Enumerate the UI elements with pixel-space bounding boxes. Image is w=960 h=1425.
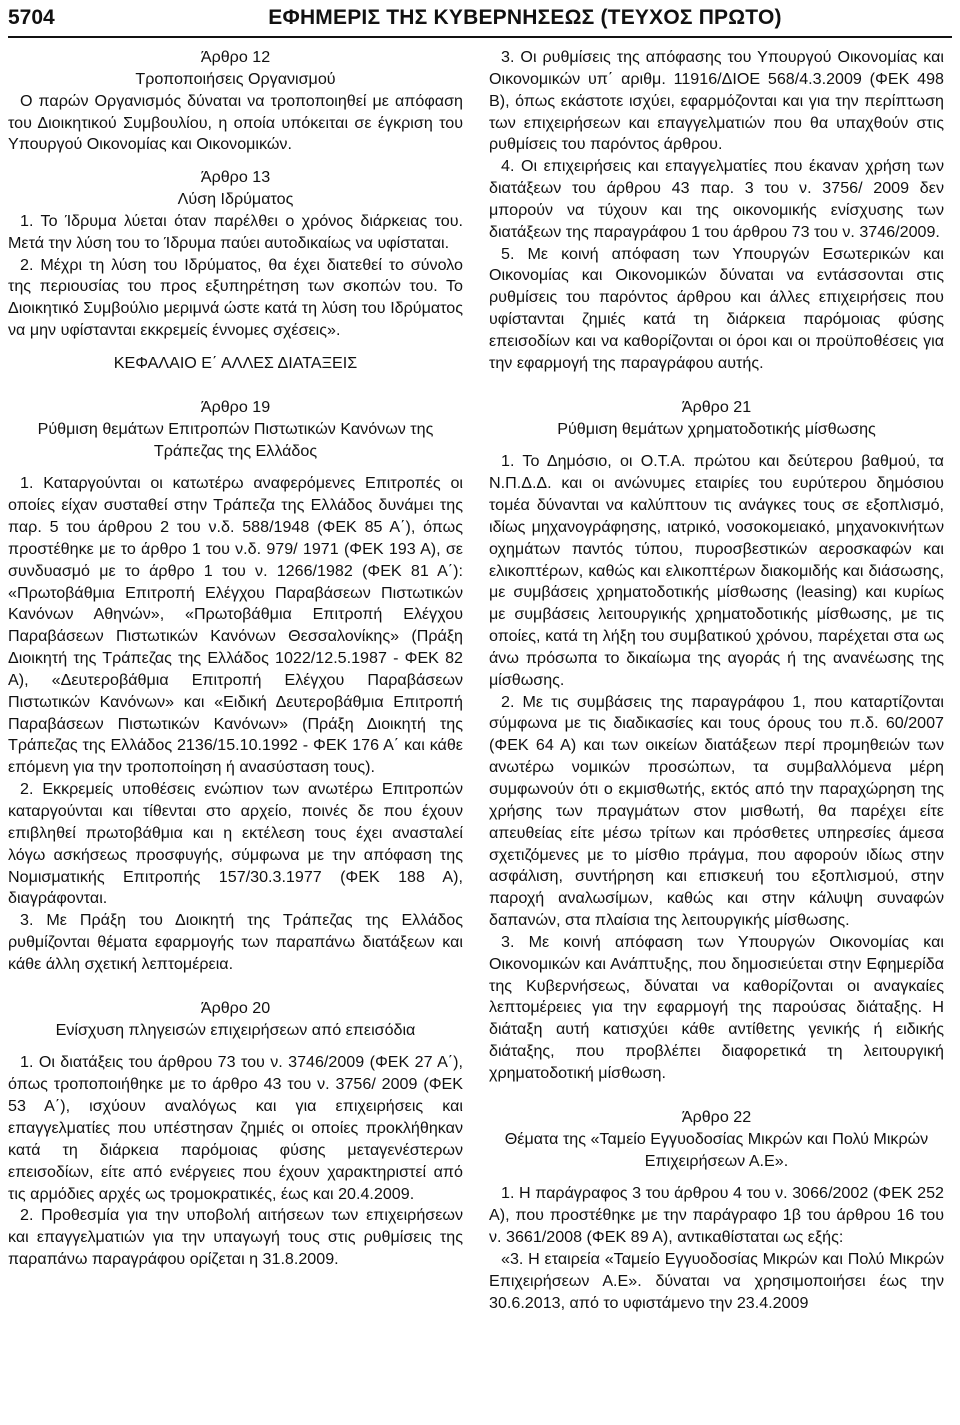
article-19-title: Άρθρο 19 [200,397,271,416]
article-19-subtitle: Ρύθμιση θεμάτων Επιτροπών Πιστωτικών Κανόνων της Τράπεζας της Ελλάδος [37,419,434,460]
header-rule [8,36,952,38]
text-columns [8,47,952,1425]
article-13-title: Άρθρο 13 [200,168,271,187]
article-22-title: Άρθρο 22 [681,1107,752,1126]
article-20-paragraph-4: 4. Οι επιχειρήσεις και επαγγελματίες που έκαναν χρήση των διατάξεων του άρθρου 43 παρ. 3 του ν. 3756/ 2009 δεν μπορούν να τύχουν και της οικονομικής ενίσχυσης των διατάξεων της παραγράφου 1 του άρθρου 73 του ν. 3746/2009. [489,157,944,241]
chapter-heading: ΚΕΦΑΛΑΙΟ Ε΄ ΑΛΛΕΣ ΔΙΑΤΑΞΕΙΣ [113,353,358,372]
right-column [489,47,944,1314]
page-number: 5704 [8,6,55,29]
article-13-paragraph-1: 1. Το Ίδρυμα λύεται όταν παρέλθει ο χρόνος διάρκειας του. Μετά την λύση του το Ίδρυμα παύει αυτοδικαίως να υφίσταται. [8,211,463,252]
page-header [8,4,952,38]
article-13-paragraph-2: 2. Μέχρι τη λύση του Ιδρύματος, θα έχει διατεθεί το σύνολο της περιουσίας του προς εξυπηρέτηση των σκοπών του. Το Διοικητικό Συμβούλιο μεριμνά ώστε κατά τη λύση του Ιδρύματος να μην υφίστανται εκκρεμείς έννομες σχέσεις». [8,255,463,340]
article-20-paragraph-5: 5. Με κοινή απόφαση των Υπουργών Εσωτερικών και Οικονομίας και Οικονομικών δύναται να εντάσσονται στις ρυθμίσεις του παρόντος άρθρου και άλλες επιχειρήσεις που υφίστανται ζημιές κατά τη διάρκεια παρόμοιας φύσης επεισοδίων και να καθορίζονται οι όροι και οι προϋποθέσεις για την εφαρμογή της παραγράφου αυτής. [489,244,944,372]
left-column [8,47,463,1271]
article-20-paragraph-2: 2. Προθεσμία για την υποβολή αιτήσεων των επιχειρήσεων και επαγγελματιών για την υπαγωγή τους στις ρυθμίσεις της παραπάνω παραγράφου ορίζεται η 31.8.2009. [8,1206,463,1269]
article-21-subtitle: Ρύθμιση θεμάτων χρηματοδοτικής μίσθωσης [557,419,876,438]
gazette-title: ΕΦΗΜΕΡΙΣ ΤΗΣ ΚΥΒΕΡΝΗΣΕΩΣ (ΤΕΥΧΟΣ ΠΡΩΤΟ) [268,6,782,29]
article-12-paragraph: Ο παρών Οργανισμός δύναται να τροποποιηθεί με απόφαση του Διοικητικού Συμβουλίου, η οποία υπόκειται σε έγκριση του Υπουργού Οικονομίας και Οικονομικών. [8,91,463,154]
article-13-subtitle: Λύση Ιδρύματος [177,190,294,209]
article-22-paragraph-1: 1. Η παράγραφος 3 του άρθρου 4 του ν. 3066/2002 (ΦΕΚ 252 Α), που προστέθηκε με την παράγραφο 1β του άρθρου 16 του ν. 3661/2008 (ΦΕΚ 89 Α), αντικαθίσταται ως εξής: [489,1184,944,1247]
article-21-paragraph-3: 3. Με κοινή απόφαση των Υπουργών Οικονομίας και Οικονομικών και Ανάπτυξης, που δημοσιεύεται στην Εφημερίδα της Κυβερνήσεως, δύναται να καθορίζονται οι αναγκαίες λεπτομέρειες για την εφαρμογή της παρούσας διάταξης. Η διάταξη αυτή κατισχύει κάθε αντίθετης γενικής ή ειδικής διάταξης, που προβλέπει διαφορετικά τη λειτουργική χρηματοδοτική μίσθωση. [489,932,944,1082]
article-20-paragraph-1: 1. Οι διατάξεις του άρθρου 73 του ν. 3746/2009 (ΦΕΚ 27 Α΄), όπως τροποποιήθηκε με το άρθρο 43 του ν. 3756/ 2009 (ΦΕΚ 53 Α΄), ισχύουν αναλόγως και για επιχειρήσεις και επαγγελματίες που υπέστησαν ζημιές οι οποίες προκλήθηκαν κατά τη διάρκεια παρόμοιας φύσης μεταγενέστερων επεισοδίων, είτε από ενέργειες που έχουν χαρακτηριστεί από τις αρμόδιες αρχές ως τρομοκρατικές, έως και 20.4.2009. [8,1053,463,1203]
article-12-subtitle: Τροποποιήσεις Οργανισμού [135,69,336,88]
article-21-title: Άρθρο 21 [681,397,752,416]
article-20-subtitle: Ενίσχυση πληγεισών επιχειρήσεων από επεισόδια [55,1020,416,1039]
article-19-paragraph-3: 3. Με Πράξη του Διοικητή της Τράπεζας της Ελλάδος ρυθμίζονται θέματα εφαρμογής των παραπάνω διατάξεων και κάθε άλλη σχετική λεπτομέρεια. [8,911,463,973]
article-22-subtitle: Θέματα της «Ταμείο Εγγυοδοσίας Μικρών και Πολύ Μικρών Επιχειρήσεων Α.Ε». [504,1129,929,1170]
article-12-title: Άρθρο 12 [200,48,271,66]
article-20-title: Άρθρο 20 [200,998,271,1017]
article-21-paragraph-2: 2. Με τις συμβάσεις της παραγράφου 1, που καταρτίζονται σύμφωνα με τις διαδικασίες και τους όρους του π.δ. 60/2007 (ΦΕΚ 64 Α) και των οικείων διατάξεων περί προμηθειών των ανωτέρω νομικών προσώπων, τα συμβαλλόμενα μέρη συμφωνούν ότι ο εκμισθωτής, εκτός από την παραχώρηση της χρήσης των πραγμάτων στον μισθωτή, θα παρέχει είτε απευθείας είτε μέσω τρίτων και πρόσθετες υπηρεσίες άμεσα σχετιζόμενες με το μίσθιο πράγμα, που αφορούν ιδίως στην ασφάλιση, συντήρηση και επισκευή του εξοπλισμού, στην παροχή αναλωσίμων, καθώς και στην κάλυψη συναφών δαπανών, στα πλαίσια της λειτουργικής μίσθωσης. [489,692,944,930]
article-20-paragraph-3: 3. Οι ρυθμίσεις της απόφασης του Υπουργού Οικονομίας και Οικονομικών υπ΄ αριθμ. 11916/ΔΙΟΕ 568/4.3.2009 (ΦΕΚ 498 Β), όπως εκάστοτε ισχύει, εφαρμόζονται και για την περίπτωση των επιχειρήσεων και επαγγελματιών που θα υπαχθούν στις ρυθμίσεις του παρόντος άρθρου. [489,48,944,154]
article-22-paragraph-2: «3. Η εταιρεία «Ταμείο Εγγυοδοσίας Μικρών και Πολύ Μικρών Επιχειρήσεων Α.Ε». δύναται να χρησιμοποιήσει έως την 30.6.2013, από το υφιστάμενο την 23.4.2009 [489,1249,944,1312]
article-19-paragraph-2: 2. Εκκρεμείς υποθέσεις ενώπιον των ανωτέρω Επιτροπών καταργούνται και τίθενται στο αρχείο, ποινές δε που έχουν επιβληθεί πρωτοβάθμια και η εκτέλεση τους έχει ανασταλεί λόγω ασκήσεως προσφυγής, σύμφωνα με την απόφαση της Νομισματικής Επιτροπής 157/30.3.1977 (ΦΕΚ 188 Α), διαγράφονται. [8,780,463,908]
article-19-paragraph-1: 1. Καταργούνται οι κατωτέρω αναφερόμενες Επιτροπές οι οποίες είχαν συσταθεί στην Τράπεζα της Ελλάδος δυνάμει της παρ. 5 του άρθρου 2 του ν.δ. 588/1948 (ΦΕΚ 85 Α΄), όπως προστέθηκε με το άρθρο 1 του ν.δ. 979/ 1971 (ΦΕΚ 193 Α), σε συνδυασμό με το άρθρο 1 του ν. 1266/1982 (ΦΕΚ 81 Α΄): «Πρωτοβάθμια Επιτροπή Ελέγχου Παραβάσεων Πιστωτικών Κανόνων Αθηνών», «Πρωτοβάθμια Επιτροπή Ελέγχου Παραβάσεων Πιστωτικών Κανόνων Θεσσαλονίκης» (Πράξη Διοικητή της Τράπεζας της Ελλάδος 1022/12.5.1987 - ΦΕΚ 82 Α), «Δευτεροβάθμια Επιτροπή Ελέγχου Παραβάσεων Πιστωτικών Κανόνων» και «Ειδική Δευτεροβάθμια Επιτροπή Παραβάσεων Πιστωτικών Κανόνων» (Πράξη Διοικητή της Τράπεζας της Ελλάδος 2136/15.10.1992 - ΦΕΚ 176 Α΄ και κάθε επόμενη για την τροποποίηση ή ανασύσταση τους). [8,474,463,777]
article-21-paragraph-1: 1. Το Δημόσιο, οι Ο.Τ.Α. πρώτου και δεύτερου βαθμού, τα Ν.Π.Δ.Δ. και οι ανώνυμες εταιρίες του ευρύτερου δημόσιου τομέα δύνανται να καλύπτουν τις ανάγκες τους σε εξοπλισμό, ιδίως μηχανογράφησης, ιατρικό, νοσοκομειακό, μηχανοκινήτων οχημάτων παντός τύπου, πυροσβεστικών αεροσκαφών και ελικοπτέρων, καθώς και ελικοπτέρων διακομιδής και διάσωσης, με συμβάσεις χρηματοδοτικής μίσθωσης (leasing) και κυρίως με συμβάσεις λειτουργικής χρηματοδοτικής μίσθωσης, με τις οποίες, κατά τη λήξη του συμβατικού χρόνου, παρέχεται στα ως άνω πρόσωπα το δικαίωμα της αγοράς ή της ανανέωσης της μίσθωσης. [489,452,944,689]
